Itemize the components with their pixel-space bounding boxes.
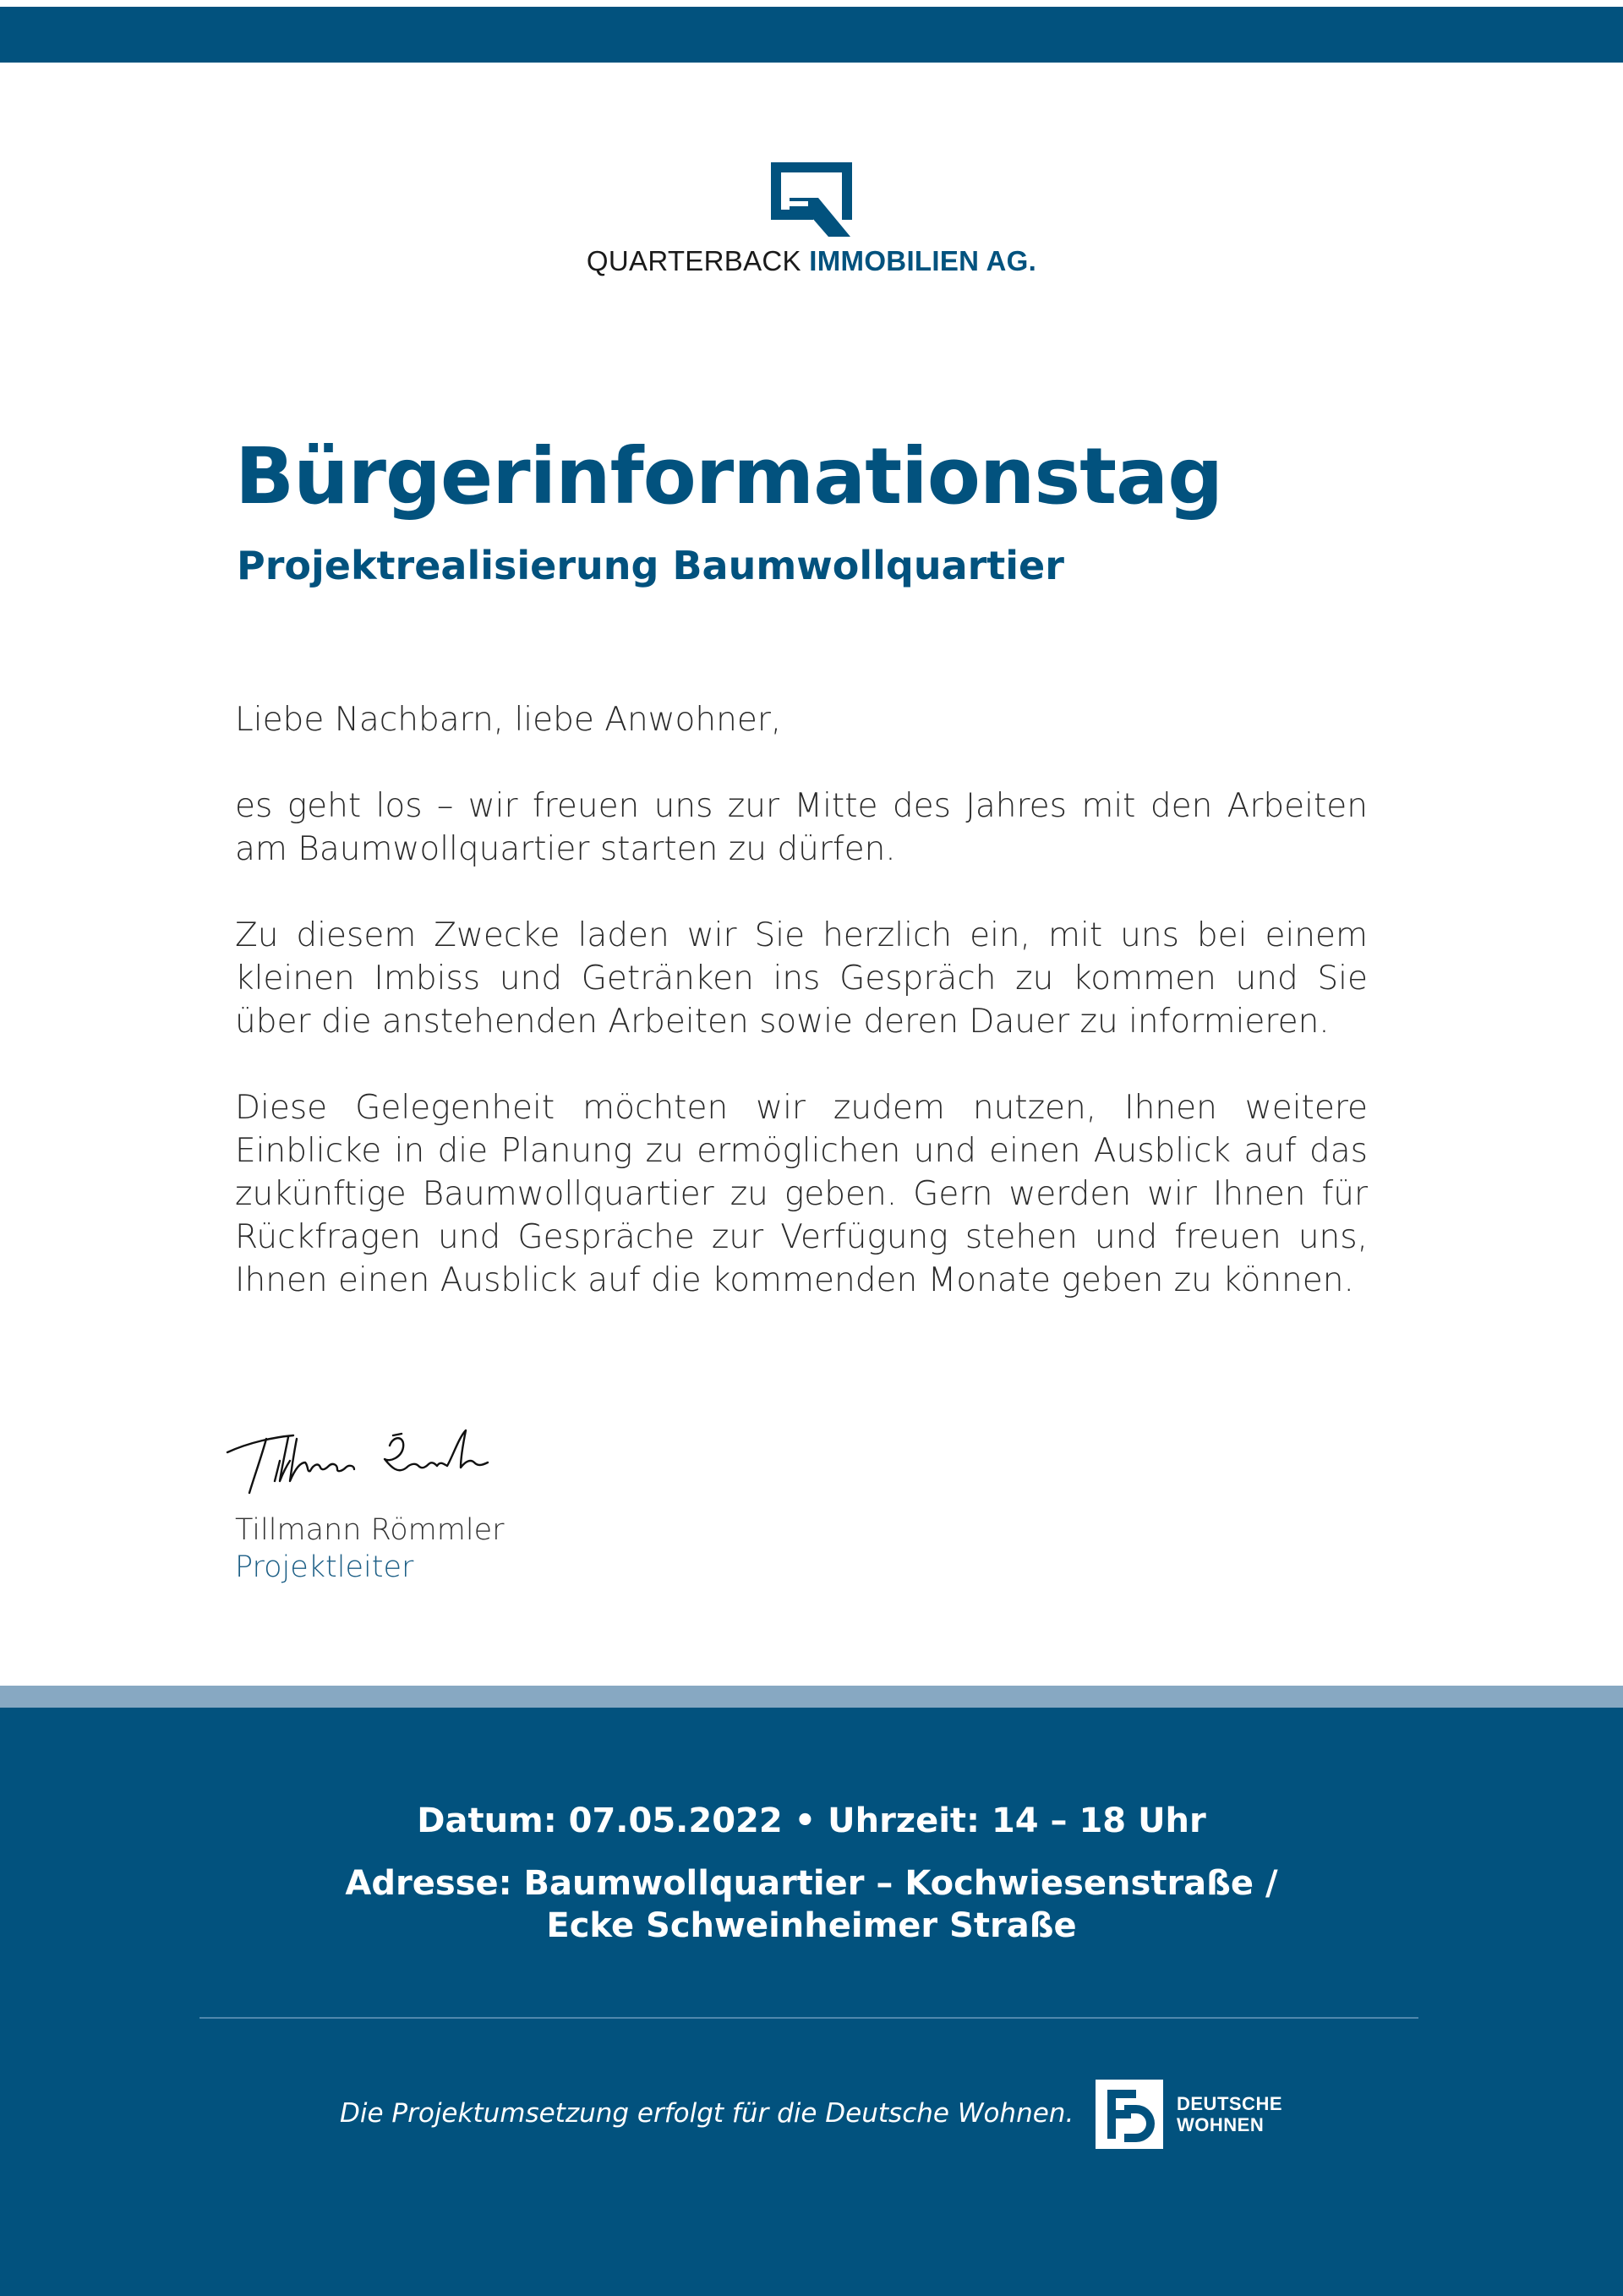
footer-note: Die Projektumsetzung erfolgt für die Deutsche Wohnen. xyxy=(340,2098,1074,2129)
page-title: Bürgerinformationstag xyxy=(235,431,1223,522)
event-address-line1: Adresse: Baumwollquartier – Kochwiesenstraße / xyxy=(345,1864,1278,1903)
footer-divider xyxy=(199,2017,1418,2019)
company-name-part2: IMMOBILIEN AG. xyxy=(809,245,1037,276)
company-name-part1: QUARTERBACK xyxy=(586,245,810,276)
letter-paragraph: Diese Gelegenheit möchten wir zudem nutzen, Ihnen weitere Einblicke in die Planung zu ermöglichen und einen Ausblick auf das zukünftige Baumwollquartier zu geben. Gern werden wir Ihnen für Rückfragen und Gespräche zur Verfügung stehen und freuen uns, Ihnen einen Ausblick auf die kommenden Monate geben zu können. xyxy=(235,1089,1368,1299)
event-date-time: Datum: 07.05.2022 • Uhrzeit: 14 – 18 Uhr xyxy=(417,1801,1206,1840)
letter-paragraph: es geht los – wir freuen uns zur Mitte des Jahres mit den Arbeiten am Baumwollquartier starten zu dürfen. xyxy=(235,787,1368,868)
page-subtitle: Projektrealisierung Baumwollquartier xyxy=(237,543,1064,588)
footer-accent-stripe xyxy=(0,1686,1623,1708)
deutsche-wohnen-logo-icon xyxy=(1096,2080,1163,2149)
quarterback-logo-icon xyxy=(769,161,854,238)
signer-name: Tillmann Römmler xyxy=(235,1513,505,1547)
letter-salutation: Liebe Nachbarn, liebe Anwohner, xyxy=(235,701,782,739)
partner-name-line2: WOHNEN xyxy=(1177,2114,1265,2135)
letter-body xyxy=(235,698,1368,1345)
company-name xyxy=(0,245,1623,277)
event-footer xyxy=(0,1708,1623,2296)
top-banner-bar xyxy=(0,7,1623,63)
company-logo xyxy=(0,161,1623,277)
letter-paragraph: Zu diesem Zwecke laden wir Sie herzlich ein, mit uns bei einem kleinen Imbiss und Getränken ins Gespräch zu kommen und Sie über die anstehenden Arbeiten sowie deren Dauer zu informieren. xyxy=(235,916,1368,1041)
signature-icon xyxy=(224,1413,520,1498)
partner-name-line1: DEUTSCHE xyxy=(1177,2093,1283,2114)
event-address-line2: Ecke Schweinheimer Straße xyxy=(546,1906,1077,1945)
signer-role: Projektleiter xyxy=(235,1550,414,1584)
partner-name xyxy=(1177,2093,1282,2135)
